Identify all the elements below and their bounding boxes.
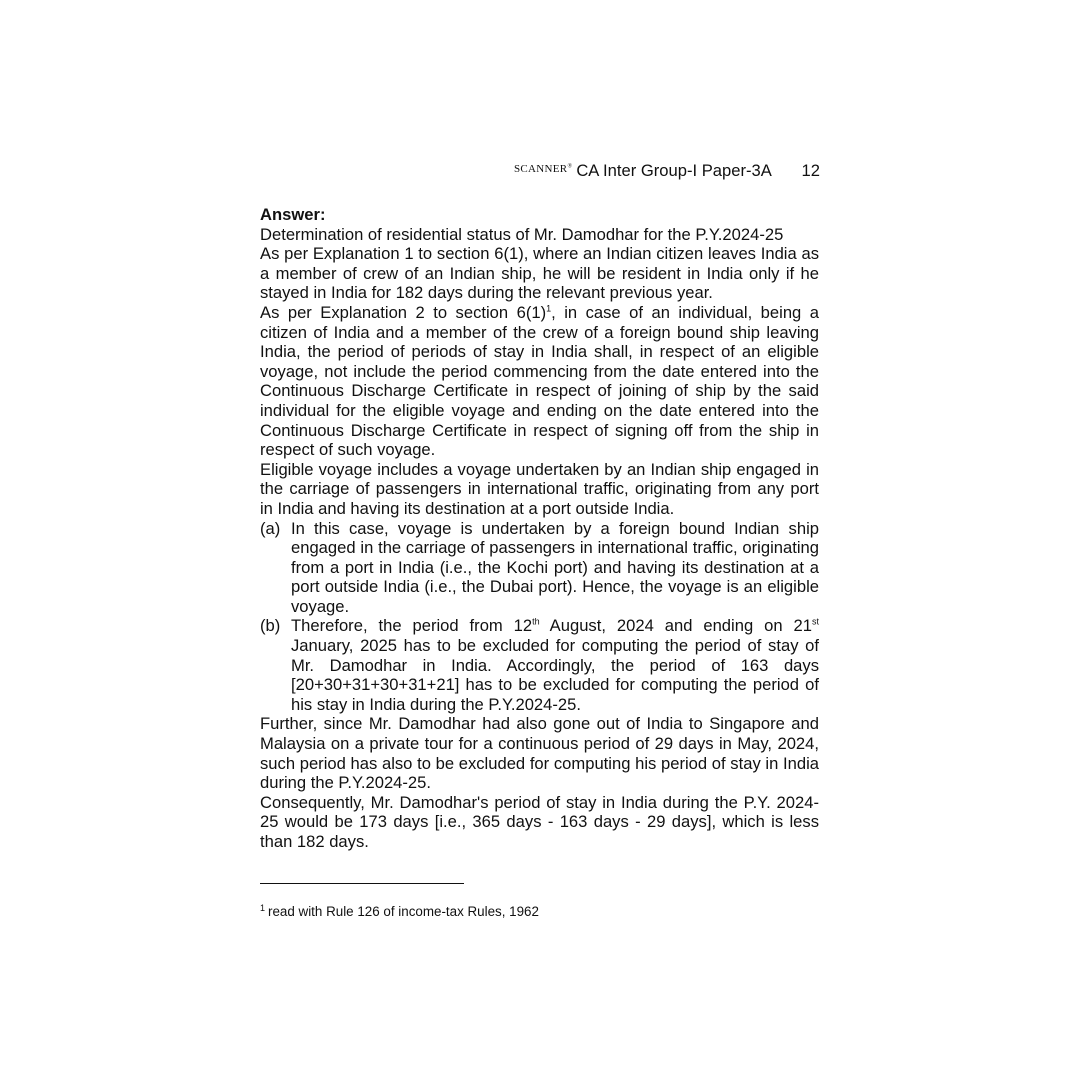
page-number: 12	[801, 161, 820, 180]
list-marker: (a)	[260, 518, 281, 538]
list-item-a	[260, 519, 819, 617]
answer-body	[260, 205, 819, 852]
list-item-text: Therefore, the period from 12th August, 2024 and ending on 21st January, 2025 has to be excluded for computing the period of stay of Mr. Damodhar in India. Accordingly, the period of 163 days [20+30+31+30+31+21] has to be excluded for computing the period of his stay in India during the P.Y.2024-25.	[291, 616, 819, 714]
footnote-marker: 1	[260, 902, 266, 913]
list-marker: (b)	[260, 616, 281, 636]
list-item-b	[260, 616, 819, 714]
paragraph-private-tour: Further, since Mr. Damodhar had also gone out of India to Singapore and Malaysia on a private tour for a continuous period of 29 days in May, 2024, such period has also to be excluded for computing his period of stay in India during the P.Y.2024-25.	[260, 714, 819, 793]
page-header	[514, 160, 820, 182]
paragraph-determination: Determination of residential status of Mr. Damodhar for the P.Y.2024-25	[260, 224, 784, 244]
paragraph-conclusion: Consequently, Mr. Damodhar's period of stay in India during the P.Y. 2024-25 would be 173 days [i.e., 365 days - 163 days - 29 days], which is less than 182 days.	[260, 792, 819, 851]
paragraph-eligible-voyage: Eligible voyage includes a voyage undertaken by an Indian ship engaged in the carriage of passengers in international traffic, originating from any port in India and having its destination at a port outside India.	[260, 459, 819, 518]
list-item-text: In this case, voyage is undertaken by a foreign bound Indian ship engaged in the carriage of passengers in international traffic, originating from a port in India (i.e., the Kochi port) and having its destination at a port outside India (i.e., the Dubai port). Hence, the voyage is an eligible voyage.	[291, 518, 819, 616]
footnote-ref: 1	[546, 303, 552, 314]
footnote-divider	[260, 883, 464, 884]
paragraph-explanation-1: As per Explanation 1 to section 6(1), where an Indian citizen leaves India as a member of crew of an Indian ship, he will be resident in India only if he stayed in India for 182 days during the relevant previous year.	[260, 244, 819, 303]
answer-heading: Answer:	[260, 205, 326, 224]
header-title: CA Inter Group-I Paper-3A	[576, 161, 772, 180]
scanner-logo: SCANNER®	[514, 163, 573, 175]
paragraph-explanation-2: As per Explanation 2 to section $6(1)^1$, in case of an individual, being a citizen of India and a member of the crew of a foreign bound ship leaving India, the period of periods of stay in India shall, in respect of an eligible voyage, not include the period commencing from the date entered into the Continuous Discharge Certificate in respect of joining of ship by the said individual for the eligible voyage and ending on the date entered into the Continuous Discharge Certificate in respect of signing off from the ship in respect of such voyage.	[260, 302, 819, 460]
footnote	[260, 903, 539, 921]
footnote-text: read with Rule 126 of income-tax Rules, 1962	[268, 904, 539, 919]
